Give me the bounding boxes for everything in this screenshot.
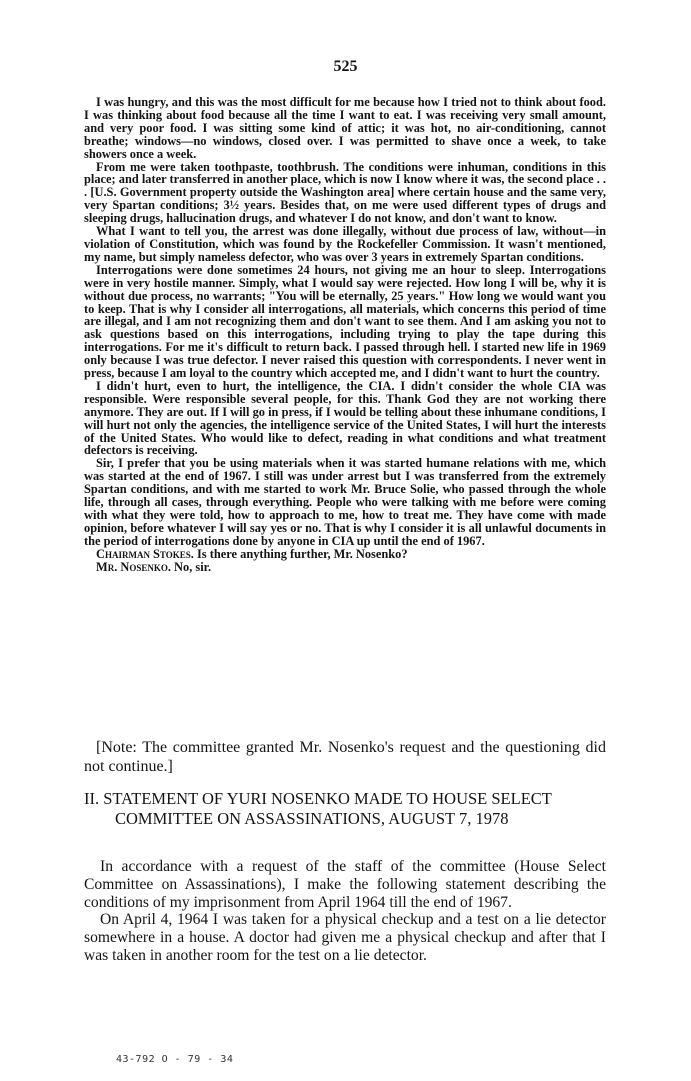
testimony-paragraph: Sir, I prefer that you be using materials when it was started humane relations with me, which was started at the end of 1967. I still was under arrest but I was transferred from the extremely Spartan conditions, and with me started to work Mr. Bruce Solie, who passed through the whole life, through all cases, through everything. People who were talking with me before were coming with what they were told, how to approach to me, how to treat me. They have come with made opinion, before whatever I will say yes or no. That is why I consider it is all unlawful documents in the period of interrogations done by anyone in CIA up until the end of 1967. — [84, 456, 606, 548]
testimony-paragraph: I didn't hurt, even to hurt, the intelligence, the CIA. I didn't consider the whole CIA was responsible. Were responsible several people, for this. Thank God they are not working there anymore. They are out. If I will go in press, if I would be telling about these inhumane conditions, I will hurt not only the agencies, the intelligence service of the United States, I will hurt the interests of the United States. Who would like to defect, reading in what conditions and what treatment defectors is receiving. — [84, 378, 606, 458]
statement-paragraph: On April 4, 1964 I was taken for a physical checkup and a test on a lie detector somewhere in a house. A doctor had given me a physical checkup and after that I was taken in another room for the test on a lie detector. — [84, 911, 606, 964]
statement-block — [84, 858, 606, 965]
testimony-paragraph: From me were taken toothpaste, toothbrush. The conditions were inhuman, conditions in this place; and later transferred in another place, which is now I know where it was, the second place . . . [U.S. Government property outside the Washington area] where certain house and the same very, very Spartan conditions; 3½ years. Besides that, on me were used different types of drugs and sleeping drugs, hallucination drugs, and whatever I do not know, and don't want to know. — [84, 159, 606, 226]
statement-paragraph: In accordance with a request of the staff of the committee (House Select Committee on Assassinations), I make the following statement describing the conditions of my imprisonment from April 1964 till the end of 1967. — [84, 858, 606, 911]
editorial-note: [Note: The committee granted Mr. Nosenko's request and the questioning did not continue.] — [84, 739, 606, 775]
speaker-name: Mr. Nosenko. — [96, 559, 171, 574]
print-code: 43-792 O - 79 - 34 — [116, 1054, 234, 1065]
testimony-block — [84, 96, 606, 574]
section-heading: II. STATEMENT OF YURI NOSENKO MADE TO HOUSE SELECT COMMITTEE ON ASSASSINATIONS, AUGUST 7, 1978 — [84, 789, 552, 828]
answer-text: No, sir. — [170, 559, 212, 574]
testimony-paragraph: What I want to tell you, the arrest was done illegally, without due process of law, without—in violation of Constitution, which was found by the Rockefeller Commission. It wasn't mentioned, my name, but simply nameless defector, who was over 3 years in extremely Spartan conditions. — [84, 224, 606, 264]
speaker-name: Chairman Stokes. — [96, 546, 194, 561]
page-number: 525 — [333, 58, 358, 75]
testimony-paragraph: I was hungry, and this was the most difficult for me because how I tried not to think about food. I was thinking about food because all the time I want to eat. I was receiving very small amount, and very poor food. I was sitting some kind of attic; it was hot, no air-conditioning, cannot breathe; windows—no windows, closed over. I was permitted to shave once a week, to take showers once a week. — [84, 95, 606, 161]
testimony-paragraph: Interrogations were done sometimes 24 hours, not giving me an hour to sleep. Interrogations were in very hostile manner. Simply, what I would say were rejected. How long I will be, why it is without due process, no warrants; "You will be eternally, 25 years." How long we would want you to keep. That is why I consider all interrogations, all materials, which concerns this period of time are illegal, and I am not recognizing them and don't want to see them. And I am asking you not to ask questions based on this interrogations, including trying to play the tape during this interrogations. For me it's difficult to return back. I passed through hell. I started new life in 1969 only because I was true defector. I never raised this question with correspondents. I never went in press, because I am loyal to the country which accepted me, and I didn't want to hurt the country. — [84, 262, 606, 381]
question-text: Is there anything further, Mr. Nosenko? — [193, 546, 408, 561]
witness-answer — [84, 561, 606, 574]
